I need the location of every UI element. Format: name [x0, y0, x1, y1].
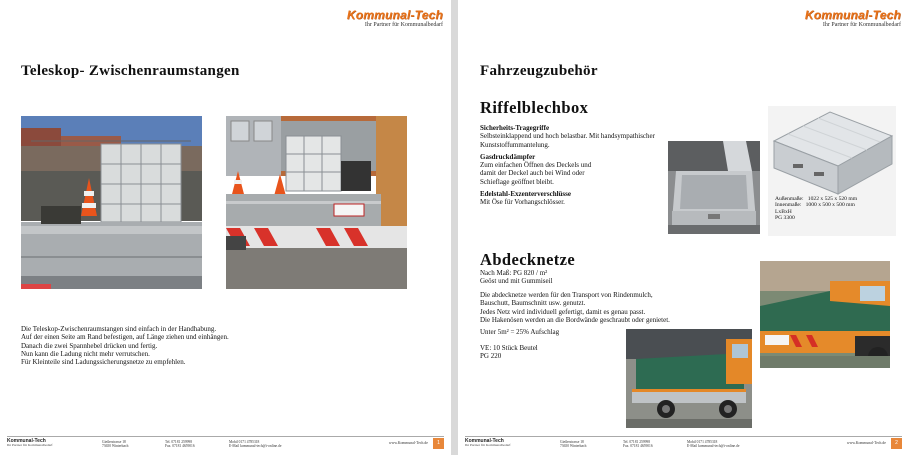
netz-description: Die abdecknetze werden für den Transport von Rindenmulch, Bauschutt, Baumschnitt usw. genutzt. Jedes Netz wird individuell gefertigt, damit es genau passt. Die Hakenösen werden an die Bordwände geschraubt oder genietet.	[480, 291, 670, 324]
box-open-photo	[668, 141, 760, 234]
document-page-2	[458, 0, 909, 455]
brand-name: Kommunal-Tech	[804, 8, 901, 22]
page-number: 2	[891, 438, 902, 449]
netz-surcharge: Unter 5m² = 25% Aufschlag	[480, 328, 560, 336]
footer-address: Gießerstrasse 18 73650 Winterbach	[560, 440, 587, 448]
footer-address: Gießerstrasse 18 73650 Winterbach	[102, 440, 129, 448]
description-text	[21, 325, 229, 366]
page-title: Fahrzeugzubehör	[480, 63, 598, 79]
description-line: Nun kann die Ladung nicht mehr verrutschen.	[21, 349, 150, 358]
section-title-abdecknetze: Abdecknetze	[480, 250, 576, 269]
brand-tagline: Ihr Partner für Kommunalbedarf	[364, 22, 443, 28]
document-page-1	[0, 0, 451, 455]
page-footer	[7, 436, 444, 450]
footer-website-link[interactable]: www.Kommunal-Tech.de	[388, 441, 428, 445]
brand-name: Kommunal-Tech	[346, 8, 443, 22]
page-footer	[465, 436, 902, 450]
footer-contact: Mobil 0171 4785318 E-Mail kommunal-tech@t-online.de	[687, 440, 740, 448]
page-number: 1	[433, 438, 444, 449]
truck-photo-2	[226, 116, 407, 289]
brand-tagline: Ihr Partner für Kommunalbedarf	[822, 22, 901, 28]
brand-logo	[347, 9, 443, 28]
description-line: Danach die zwei Spannhebel drücken und fertig.	[21, 341, 158, 350]
description-line: Für Kleinteile sind Ladungssicherungsnetze zu empfehlen.	[21, 358, 186, 367]
footer-phone: Tel. 07181 259998 Fax. 07181 4659016	[623, 440, 653, 448]
truck-side-net-photo	[626, 329, 752, 428]
footer-phone: Tel. 07181 259998 Fax. 07181 4659016	[165, 440, 195, 448]
netz-intro: Nach Maß: PG 820 / m² Geöst und mit Gummiseil	[480, 269, 553, 286]
feature-list: Sicherheits-Tragegriffe Selbsteinklappend und hoch belastbar. Mit handsympathischer Kunststoffummantelung. Gasdruckdämpfer Zum einfachen Öffnen des Deckels und damit der Deckel auch bei Wind oder Schieflage geöffnet bleibt. Edelstahl-Exzenterverschlüsse Mit Öse für Vorhangschlösser.	[480, 124, 655, 207]
footer-brand: Kommunal-Tech Ihr Partner für Kommunalbedarf	[465, 438, 511, 447]
brand-logo	[805, 9, 901, 28]
orange-truck-net-photo	[760, 261, 890, 368]
description-line: Auf der einen Seite am Rand befestigen, auf Länge ziehen und einhängen.	[21, 333, 229, 342]
truck-photo-1	[21, 116, 202, 289]
box-specs: Außenmaße: 1022 x 525 x 520 mm Innenmaße: 1000 x 500 x 500 mm LxBxH PG 3300	[775, 196, 858, 222]
footer-brand: Kommunal-Tech Ihr Partner für Kommunalbedarf	[7, 438, 53, 447]
section-title-riffelblechbox: Riffelblechbox	[480, 98, 589, 117]
footer-contact: Mobil 0171 4785318 E-Mail kommunal-tech@t-online.de	[229, 440, 282, 448]
description-line: Die Teleskop-Zwischenraumstangen sind einfach in der Handhabung.	[21, 325, 217, 333]
footer-website-link[interactable]: www.Kommunal-Tech.de	[846, 441, 886, 445]
netz-order-info: VE: 10 Stück Beutel PG 220	[480, 344, 538, 361]
page-title: Teleskop- Zwischenraumstangen	[21, 63, 240, 79]
